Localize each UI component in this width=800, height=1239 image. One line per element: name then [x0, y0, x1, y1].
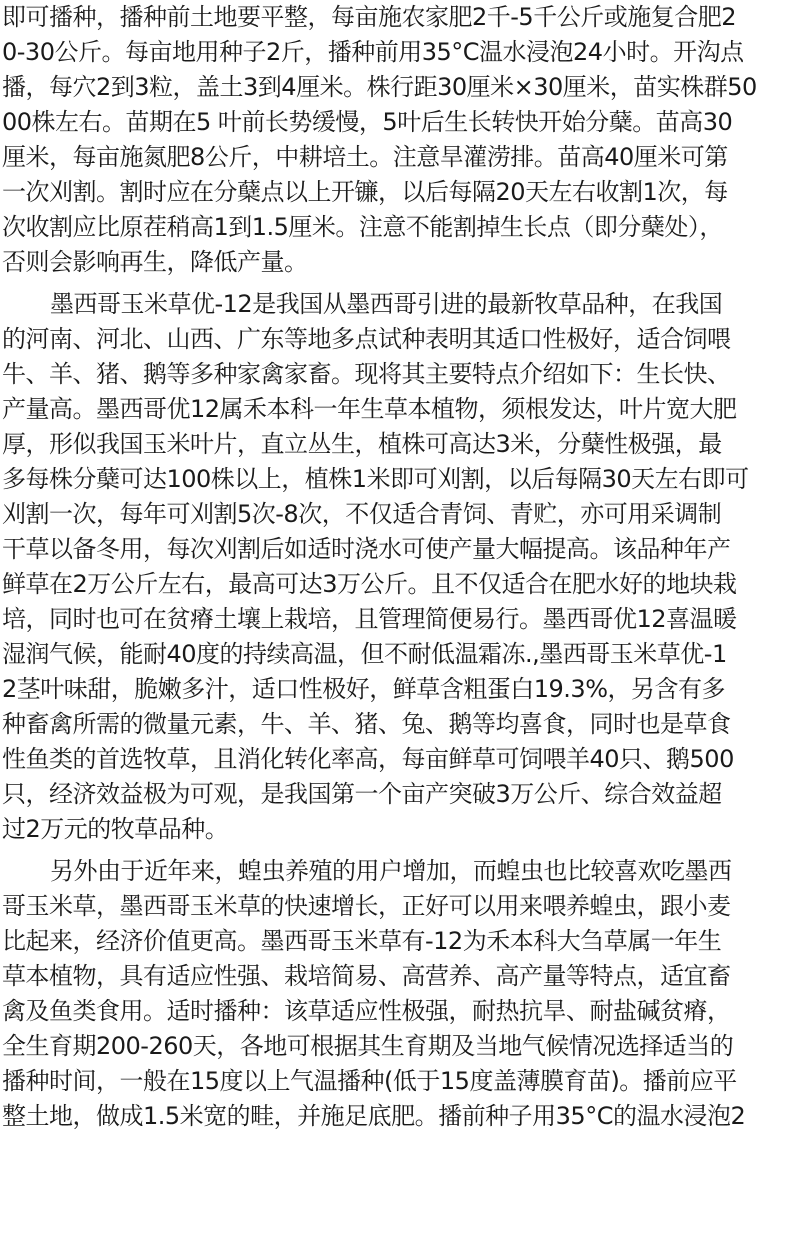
text-line: 过2万元的牧草品种。: [2, 815, 229, 843]
text-line: 厚，形似我国玉米叶片，直立丛生，植株可高达3米，分蘖性极强，最: [2, 430, 722, 458]
text-line: 湿润气候，能耐40度的持续高温，但不耐低温霜冻.,墨西哥玉米草优-1: [2, 640, 727, 668]
paragraph-first-line: 另外由于近年来，蝗虫养殖的用户增加，而蝗虫也比较喜欢吃墨西: [50, 857, 732, 885]
text-line: 刈割一次，每年可刈割5次-8次，不仅适合青饲、青贮，亦可用采调制: [2, 500, 722, 528]
text-line: 的河南、河北、山西、广东等地多点试种表明其适口性极好，适合饲喂: [2, 325, 731, 353]
text-line: 整土地，做成1.5米宽的畦，并施足底肥。播前种子用35°C的温水浸泡2: [2, 1102, 746, 1130]
text-line: 0-30公斤。每亩地用种子2斤，播种前用35°C温水浸泡24小时。开沟点: [2, 38, 744, 66]
text-line: 鲜草在2万公斤左右，最高可达3万公斤。且不仅适合在肥水好的地块栽: [2, 570, 737, 598]
text-line: 次收割应比原茬稍高1到1.5厘米。注意不能割掉生长点（即分蘖处），: [2, 213, 723, 241]
text-line: 播，每穴2到3粒，盖土3到4厘米。株行距30厘米×30厘米，苗实株群50: [2, 73, 757, 101]
text-line: 即可播种，播种前土地要平整，每亩施农家肥2千-5千公斤或施复合肥2: [2, 3, 736, 31]
text-line: 哥玉米草，墨西哥玉米草的快速增长，正好可以用来喂养蝗虫，跟小麦: [2, 892, 731, 920]
text-line: 否则会影响再生，降低产量。: [2, 248, 308, 276]
text-line: 培，同时也可在贫瘠土壤上栽培，且管理简便易行。墨西哥优12喜温暖: [2, 605, 737, 633]
text-line: 牛、羊、猪、鹅等多种家禽家畜。现将其主要特点介绍如下：生长快、: [2, 360, 731, 388]
paragraph-gap: [2, 847, 798, 854]
text-line: 全生育期200-260天，各地可根据其生育期及当地气候情况选择适当的: [2, 1032, 734, 1060]
text-line: 禽及鱼类食用。适时播种：该草适应性极强，耐热抗旱、耐盐碱贫瘠，: [2, 997, 731, 1025]
text-line: 种畜禽所需的微量元素，牛、羊、猪、兔、鹅等均喜食，同时也是草食: [2, 710, 731, 738]
text-line: 干草以备冬用，每次刈割后如适时浇水可使产量大幅提高。该品种年产: [2, 535, 731, 563]
text-line: 00株左右。苗期在5 叶前长势缓慢，5叶后生长转快开始分蘖。苗高30: [2, 108, 733, 136]
text-line: 厘米，每亩施氮肥8公斤，中耕培土。注意旱灌涝排。苗高40厘米可第: [2, 143, 728, 171]
text-line: 2茎叶味甜，脆嫩多汁，适口性极好，鲜草含粗蛋白19.3%，另含有多: [2, 675, 726, 703]
text-line: 一次刈割。割时应在分蘖点以上开镰，以后每隔20天左右收割1次，每: [2, 178, 728, 206]
text-line: 产量高。墨西哥优12属禾本科一年生草本植物，须根发达，叶片宽大肥: [2, 395, 737, 423]
text-line: 草本植物，具有适应性强、栽培简易、高营养、高产量等特点，适宜畜: [2, 962, 731, 990]
paragraph-gap: [2, 280, 798, 287]
text-line: 播种时间，一般在15度以上气温播种(低于15度盖薄膜育苗)。播前应平: [2, 1067, 737, 1095]
paragraph-first-line: 墨西哥玉米草优-12是我国从墨西哥引进的最新牧草品种，在我国: [50, 290, 723, 318]
text-line: 性鱼类的首选牧草，且消化转化率高，每亩鲜草可饲喂羊40只、鹅500: [2, 745, 734, 773]
text-line: 只，经济效益极为可观，是我国第一个亩产突破3万公斤、综合效益超: [2, 780, 722, 808]
text-line: 多每株分蘖可达100株以上，植株1米即可刈割，以后每隔30天左右即可: [2, 465, 749, 493]
text-line: 比起来，经济价值更高。墨西哥玉米草有-12为禾本科大刍草属一年生: [2, 927, 722, 955]
